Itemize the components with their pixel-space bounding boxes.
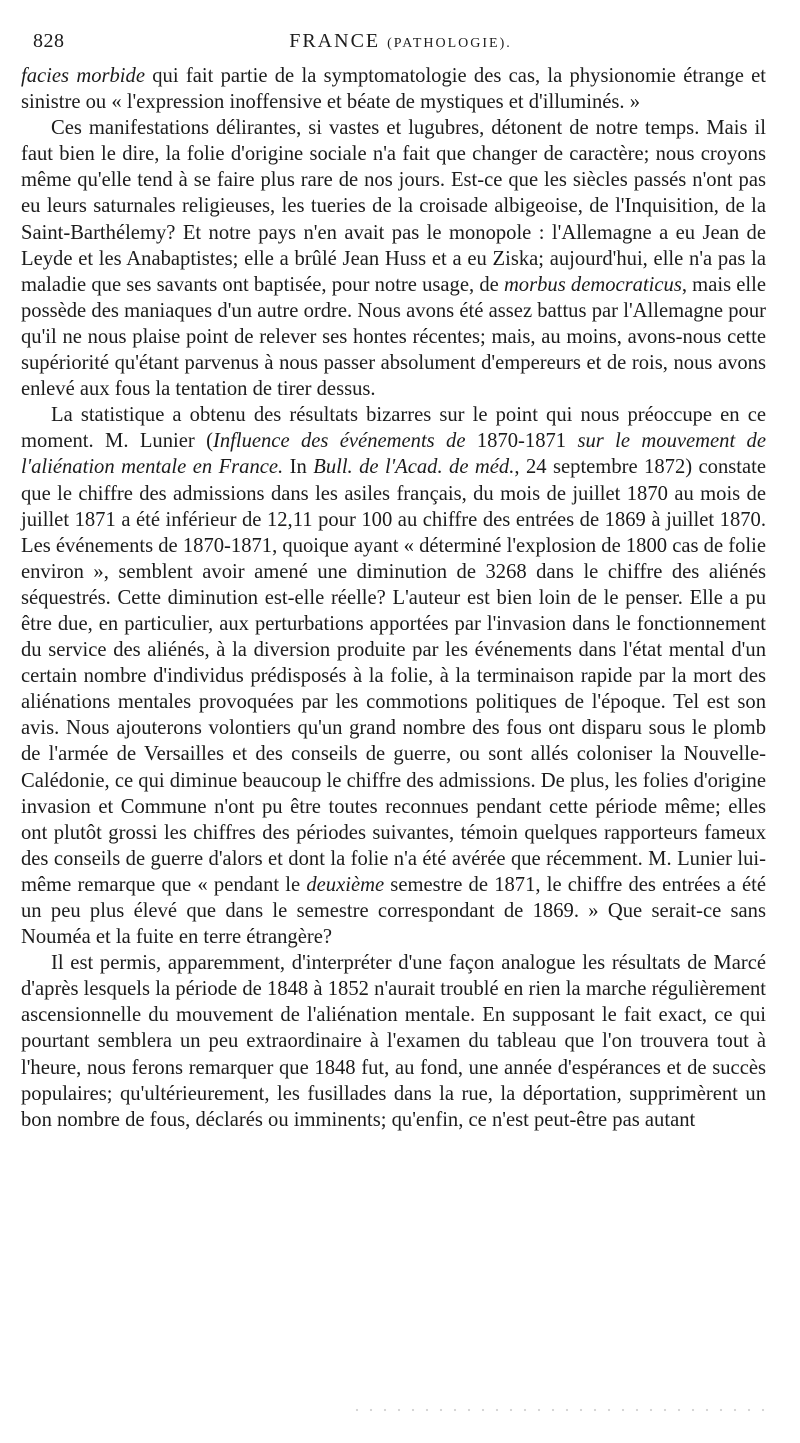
text-segment: La statistique a obtenu des résultats bizarres sur le point qui nous préoccupe en ce moment. M. Lunier ( (21, 404, 766, 453)
text-segment: qui fait partie de la symptomatologie des cas, la physionomie étrange et sinistre ou « l'expression inoffensive et béate de mystiques et d'illuminés. » (21, 65, 766, 114)
italic-segment: morbus democraticus (503, 273, 682, 296)
running-title-main: FRANCE (289, 30, 381, 52)
italic-segment: deuxième (306, 873, 385, 896)
text-segment: semestre de 1871, le chiffre des entrées a été un peu plus élevé que dans le semestre correspondant de 1869. » Que serait-ce sans Nouméa et la fuite en terre étrangère? (21, 873, 766, 949)
text-segment: Il est permis, apparemment, d'interpréter d'une façon analogue les résultats de Marcé d'après lesquels la période de 1848 à 1852 n'aurait troublé en rien la marche régulièrement ascensionnelle du mouvement de l'aliénation mentale. En supposant le fait exact, ce qui pourtant semblera un peu extraordinaire à l'examen du tableau que l'on trouvera tout à l'heure, nous ferons remarquer que 1848 fut, au fond, une année d'espérances et de succès populaires; qu'ultérieurement, les fusillades dans la rue, la déportation, supprimèrent un bon nombre de fous, déclarés ou imminents; qu'enfin, ce n'est peut-être pas autant (21, 952, 766, 1131)
running-header (33, 30, 768, 56)
italic-segment: sur le mouvement de l'aliénation mentale en France. (21, 430, 766, 479)
text-segment: 1870-1871 (465, 430, 578, 453)
text-segment: , 24 septembre 1872) constate que le chiffre des admissions dans les asiles français, du mois de juillet 1870 au mois de juillet 1871 a été inférieur de 12,11 pour 100 au chiffre des entrées de 1869 à juillet 1870. Les événements de 1870-1871, quoique ayant « déterminé l'explosion de 1800 cas de folie environ », semblent avoir amené une diminution de 3268 dans le chiffre des aliénés séquestrés. Cette diminution est-elle réelle? L'auteur est bien loin de le penser. Elle a pu être due, en particulier, aux perturbations apportées par l'invasion dans le fonctionnement du service des aliénés, à la diversion produite par les événements dans l'état mental d'un certain nombre d'individus prédisposés à la folie, à la terminaison rapide par la mort des aliénations mentales provoquées par les commotions politiques de l'époque. Tel est son avis. Nous ajouterons volontiers qu'un grand nombre des fous ont disparu sous le plomb de l'armée de Versailles et des conseils de guerre, ou sont allés coloniser la Nouvelle-Calédonie, ce qui diminue beaucoup le chiffre des admissions. De plus, les folies d'origine invasion et Commune n'ont pu être toutes reconnues pendant cette période même; elles ont plutôt grossi les chiffres des périodes suivantes, témoin quelques rapporteurs fameux des conseils de guerre d'alors et dont la folie n'a été avérée que récemment. M. Lunier lui-même remarque que « pendant le (21, 456, 767, 896)
text-segment: , mais elle possède des maniaques d'un autre ordre. Nous avons été assez battus par l'Allemagne pour qu'il ne nous plaise point de relever ses hontes récentes; mais, au moins, avons-nous cette supériorité qu'étant parvenus à nous passer absolument d'empereurs et de rois, nous avons enlevé aux fous la tentation de tirer dessus. (21, 273, 766, 401)
running-title-sub: (PATHOLOGIE). (387, 36, 512, 51)
italic-segment: Influence des événements de (212, 430, 466, 453)
text-segment: Ces manifestations délirantes, si vastes et lugubres, détonent de notre temps. Mais il faut bien le dire, la folie d'origine sociale n'a fait que changer de caractère; nous croyons même qu'elle tend à se faire plus rare de nos jours. Est-ce que les siècles passés n'ont pas eu leurs saturnales religieuses, les tueries de la croisade albigeoise, de l'Inquisition, de la Saint-Barthélemy? Et notre pays n'en avait pas le monopole : l'Allemagne a eu Jean de Leyde et les Anabaptistes; elle a brûlé Jean Huss et a eu Ziska; aujourd'hui, elle n'a pas la maladie que ses savants ont baptisée, pour notre usage, de (21, 117, 766, 296)
paragraph-2 (21, 115, 766, 402)
running-title (33, 30, 768, 53)
page-number: 828 (33, 30, 65, 52)
page-bottom-speckle (350, 1408, 770, 1412)
italic-segment: facies morbide (21, 65, 145, 87)
paragraph-1 (21, 63, 766, 115)
body-text (21, 63, 766, 1133)
text-segment: In (283, 456, 314, 479)
paragraph-3 (21, 402, 766, 950)
paragraph-4 (21, 950, 766, 1133)
italic-segment: Bull. de l'Acad. de méd. (313, 456, 515, 479)
